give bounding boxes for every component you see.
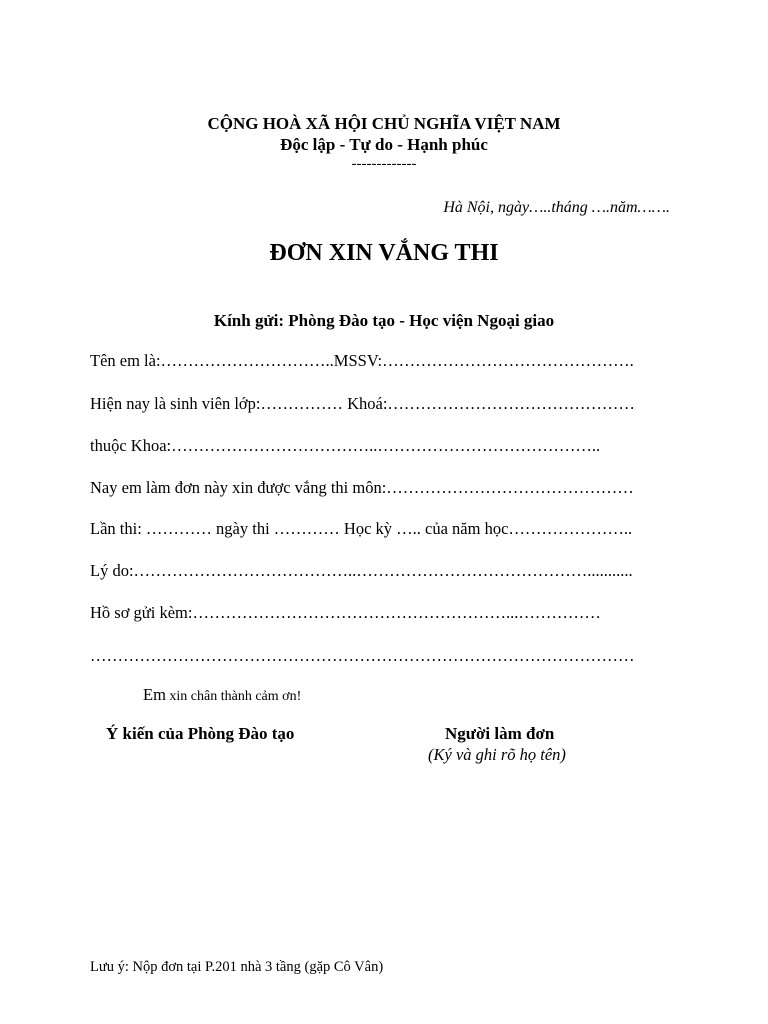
form-line-class-course: Hiện nay là sinh viên lớp:…………… Khoá:……………………………………… xyxy=(90,394,635,413)
form-line-faculty: thuộc Khoa:………………………………..………………………………….. xyxy=(90,436,601,455)
training-office-opinion-label: Ý kiến của Phòng Đào tạo xyxy=(106,724,295,743)
form-line-continuation: ……………………………………………………………………………………… xyxy=(90,646,635,665)
form-line-exam-details: Lần thi: ………… ngày thi ………… Học kỳ ….. của năm học………………….. xyxy=(90,519,633,538)
footnote: Lưu ý: Nộp đơn tại P.201 nhà 3 tầng (gặp Cô Vân) xyxy=(90,959,384,975)
thanks-line xyxy=(143,685,301,705)
thanks-lead: Em xyxy=(143,685,166,704)
applicant-label: Người làm đơn xyxy=(445,724,555,743)
header-separator: ------------- xyxy=(351,156,417,172)
form-line-subject: Nay em làm đơn này xin được vắng thi môn:……………………………………… xyxy=(90,478,634,497)
form-line-reason: Lý do:…………………………………..……………………………………........... xyxy=(90,561,633,580)
national-title: CỘNG HOÀ XÃ HỘI CHỦ NGHĨA VIỆT NAM xyxy=(207,114,561,133)
form-line-attachments: Hồ sơ gửi kèm:…………………………………………………...…………… xyxy=(90,603,601,622)
place-date-line: Hà Nội, ngày…..tháng ….năm……. xyxy=(443,199,670,216)
document-title: ĐƠN XIN VẮNG THI xyxy=(269,240,499,266)
thanks-text: xin chân thành cảm ơn! xyxy=(165,689,302,704)
applicant-signature-note: (Ký và ghi rõ họ tên) xyxy=(428,745,566,764)
recipient-line: Kính gửi: Phòng Đào tạo - Học viện Ngoại giao xyxy=(213,311,555,330)
national-motto: Độc lập - Tự do - Hạnh phúc xyxy=(280,135,488,154)
form-line-name-student-id: Tên em là:…………………………..MSSV:………………………………………. xyxy=(90,351,634,370)
